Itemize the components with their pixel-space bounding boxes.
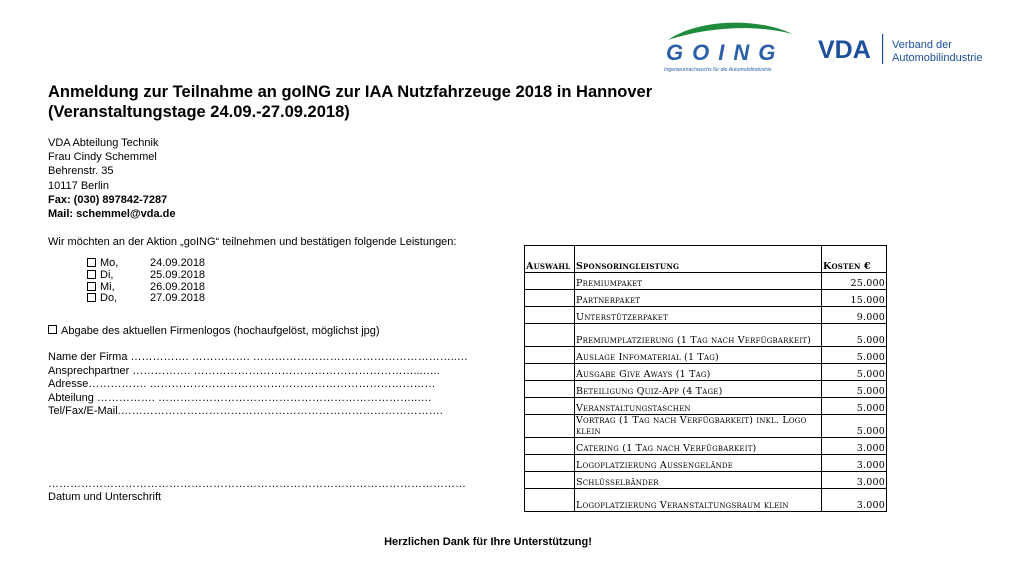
leistung-cell: Auslage Infomaterial (1 Tag) [575, 347, 822, 364]
vda-abbr: VDA [818, 36, 871, 64]
checkbox-icon[interactable] [87, 258, 96, 267]
kosten-cell: 5.000 [822, 415, 887, 438]
sponsoring-table [524, 245, 887, 512]
table-header-row [525, 246, 887, 273]
leistung-cell: Vortrag (1 Tag nach Verfügbarkeit) inkl. Logo klein [575, 415, 822, 438]
address-line: Frau Cindy Schemmel [48, 151, 157, 164]
day-label: Do, [100, 292, 118, 305]
table-row [525, 347, 887, 364]
address-block [48, 136, 176, 221]
title-line2: (Veranstaltungstage 24.09.-27.09.2018) [48, 103, 350, 121]
address-line: Behrenstr. 35 [48, 165, 114, 178]
leistung-cell: Premiumplatzierung (1 Tag nach Verfügbarkeit) [575, 324, 822, 347]
header-kosten: Kosten € [822, 246, 887, 273]
leistung-cell: Logoplatzierung Außengelände [575, 455, 822, 472]
kosten-cell: 5.000 [822, 398, 887, 415]
selection-cell[interactable] [525, 415, 575, 438]
table-row [525, 438, 887, 455]
table-row [525, 455, 887, 472]
selection-cell[interactable] [525, 273, 575, 290]
company-fields [48, 351, 468, 419]
day-date: 24.09.2018 [150, 257, 206, 269]
day-date: 26.09.2018 [150, 280, 206, 293]
selection-cell[interactable] [525, 489, 575, 512]
day-option[interactable] [87, 270, 205, 282]
day-label: Mo, [100, 257, 119, 269]
day-checklist [87, 258, 205, 305]
title-line1: Anmeldung zur Teilnahme an goING zur IAA Nutzfahrzeuge 2018 in Hannover [48, 83, 653, 101]
checkbox-icon[interactable] [87, 293, 96, 302]
selection-cell[interactable] [525, 472, 575, 489]
logo-request-option[interactable] [48, 325, 380, 337]
table-row [525, 398, 887, 415]
kosten-cell: 25.000 [822, 273, 887, 290]
selection-cell[interactable] [525, 398, 575, 415]
leistung-cell: Logoplatzierung Veranstaltungsraum klein [575, 489, 822, 512]
kosten-cell: 5.000 [822, 324, 887, 347]
leistung-cell: Premiumpaket [575, 273, 822, 290]
kosten-cell: 5.000 [822, 381, 887, 398]
header-auswahl: Auswahl [525, 246, 575, 273]
kosten-cell: 5.000 [822, 364, 887, 381]
table-row [525, 472, 887, 489]
logo-request-label: Abgabe des aktuellen Firmenlogos (hochaufgelöst, möglichst jpg) [61, 325, 380, 337]
table-row [525, 489, 887, 512]
table-row [525, 273, 887, 290]
leistung-cell: Unterstützerpaket [575, 307, 822, 324]
selection-cell[interactable] [525, 438, 575, 455]
leistung-cell: Veranstaltungstaschen [575, 398, 822, 415]
day-label: Mi, [100, 280, 115, 293]
going-tagline: Ingenieurnachwuchs für die Automobilindustrie [664, 67, 772, 73]
day-date: 25.09.2018 [150, 268, 206, 281]
checkbox-icon[interactable] [87, 270, 96, 279]
vda-logo [818, 32, 988, 68]
kosten-cell: 15.000 [822, 290, 887, 307]
kosten-cell: 3.000 [822, 489, 887, 512]
selection-cell[interactable] [525, 364, 575, 381]
signature-label: Datum und Unterschrift [48, 491, 162, 503]
address-line: VDA Abteilung Technik [48, 137, 159, 149]
vda-line2: Automobilindustrie [892, 52, 983, 64]
mail-line: Mail: schemmel@vda.de [48, 208, 176, 221]
table-row [525, 364, 887, 381]
going-wordmark: GOING [666, 40, 785, 65]
selection-cell[interactable] [525, 324, 575, 347]
selection-cell[interactable] [525, 290, 575, 307]
selection-cell[interactable] [525, 381, 575, 398]
selection-cell[interactable] [525, 307, 575, 324]
tel-fax-email-field[interactable]: Tel/Fax/E-Mail.……………………………………………………………………………. [48, 405, 443, 418]
kosten-cell: 3.000 [822, 455, 887, 472]
table-row [525, 415, 887, 438]
vda-logo-icon [818, 32, 988, 68]
kosten-cell: 5.000 [822, 347, 887, 364]
day-option[interactable] [87, 293, 205, 305]
thanks-text: Herzlichen Dank für Ihre Unterstützung! [384, 536, 592, 548]
checkbox-icon[interactable] [48, 325, 57, 334]
table-row [525, 324, 887, 347]
checkbox-icon[interactable] [87, 282, 96, 291]
leistung-cell: Ausgabe Give Aways (1 Tag) [575, 364, 822, 381]
kosten-cell: 3.000 [822, 438, 887, 455]
table-row [525, 307, 887, 324]
fax-line: Fax: (030) 897842-7287 [48, 193, 168, 206]
going-swoosh-icon [660, 20, 795, 76]
leistung-cell: Catering (1 Tag nach Verfügbarkeit) [575, 438, 822, 455]
address-line: 10117 Berlin [48, 179, 109, 192]
going-logo [660, 20, 795, 76]
selection-cell[interactable] [525, 455, 575, 472]
contact-person-field[interactable]: Ansprechpartner ……………. ……………………………………………………...….. [48, 364, 440, 377]
leistung-cell: Partnerpaket [575, 290, 822, 307]
signature-line[interactable]: …………………………………………………………………………………………………… [48, 478, 466, 490]
table-row [525, 381, 887, 398]
leistung-cell: Beteiligung Quiz-App (4 Tage) [575, 381, 822, 398]
page-title [48, 82, 652, 122]
department-field[interactable]: Abteilung ……………. ……………………………………………………………..…. [48, 391, 432, 404]
day-label: Di, [100, 268, 114, 281]
kosten-cell: 9.000 [822, 307, 887, 324]
company-name-field[interactable]: Name der Firma ……………. ……………. ………………………………………………..… [48, 351, 468, 363]
kosten-cell: 3.000 [822, 472, 887, 489]
selection-cell[interactable] [525, 347, 575, 364]
table-row [525, 290, 887, 307]
vda-line1: Verband der [892, 39, 952, 51]
day-date: 27.09.2018 [150, 292, 206, 305]
leistung-cell: Schlüsselbänder [575, 472, 822, 489]
header-leistung: Sponsoringleistung [575, 246, 822, 273]
address-field[interactable]: Adresse……………. …………………………………………………………………… [48, 378, 436, 391]
intro-text: Wir möchten an der Aktion „goING“ teilnehmen und bestätigen folgende Leistungen: [48, 236, 457, 248]
